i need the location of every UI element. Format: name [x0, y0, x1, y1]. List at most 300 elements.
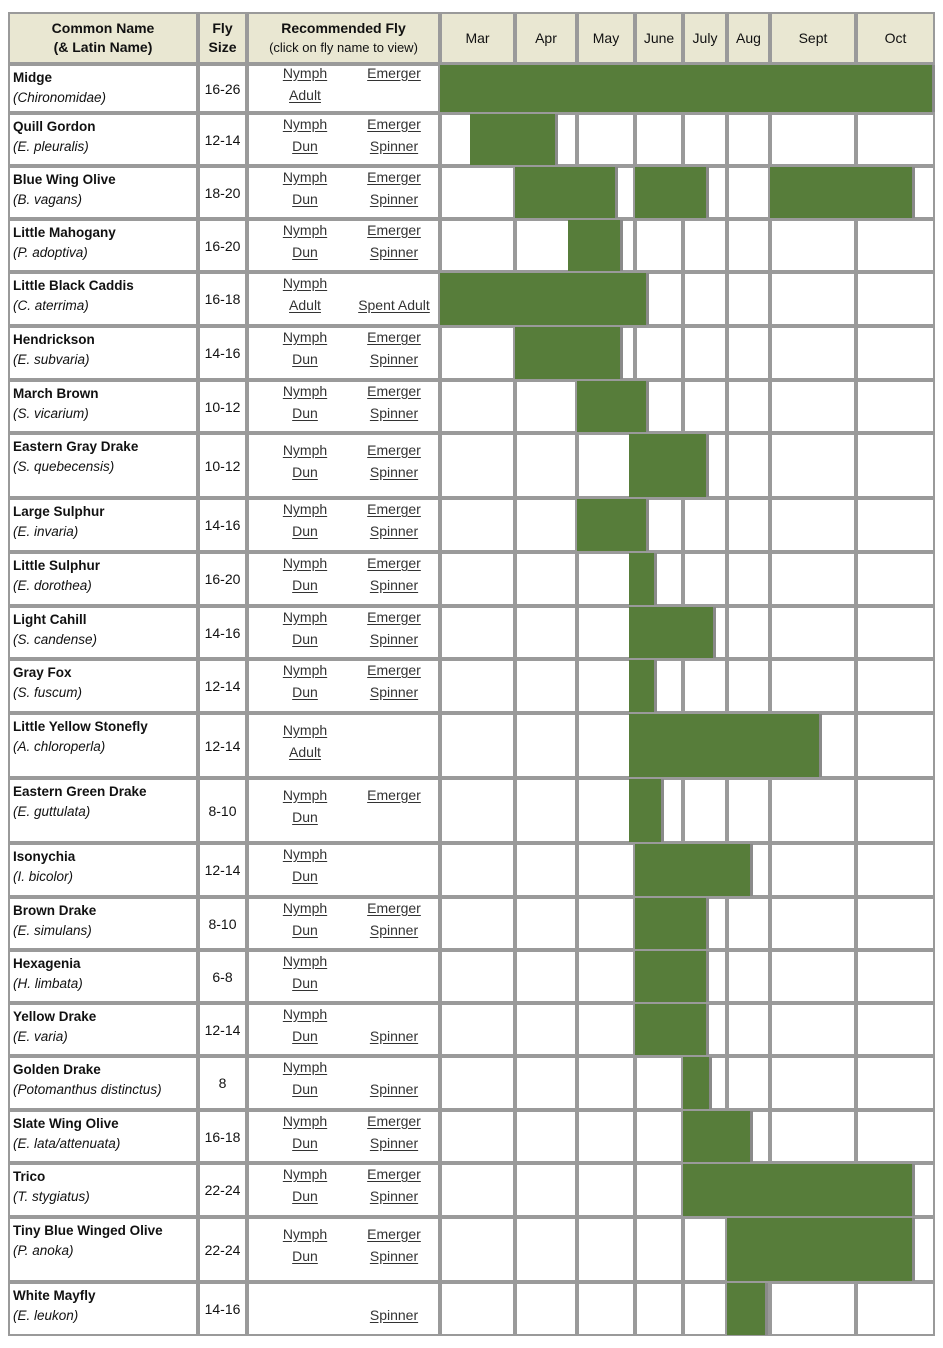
hatch-bar-blue-wing-olive	[515, 167, 618, 218]
fly-link-dun[interactable]: Dun	[292, 1081, 318, 1097]
fly-link-spinner[interactable]: Spinner	[369, 1307, 419, 1323]
fly-link-dun[interactable]: Dun	[292, 243, 318, 260]
fly-link-nymph[interactable]: Nymph	[282, 952, 328, 969]
month-grid-cell	[577, 1217, 635, 1282]
month-grid-cell	[515, 1110, 577, 1163]
fly-link-nymph[interactable]: Nymph	[282, 555, 328, 571]
month-grid-cell	[856, 498, 935, 552]
fly-link-dun[interactable]: Dun	[292, 463, 318, 480]
hatch-bar-brown-drake	[635, 898, 709, 949]
fly-link-spinner[interactable]: Spinner	[369, 577, 419, 593]
month-grid-cell	[770, 843, 856, 897]
fly-link-emerger[interactable]: Emerger	[367, 1112, 421, 1129]
insect-name-cell	[8, 659, 198, 713]
fly-link-emerger[interactable]: Emerger	[367, 168, 421, 185]
common-name: Tiny Blue Winged Olive	[13, 1223, 163, 1238]
fly-link-nymph[interactable]: Nymph	[282, 441, 328, 458]
month-grid-cell	[770, 1003, 856, 1056]
fly-link-dun[interactable]: Dun	[292, 1027, 318, 1044]
month-grid-cell	[683, 1282, 727, 1336]
fly-link-spinner[interactable]: Spinner	[369, 1027, 419, 1044]
month-grid-cell	[856, 272, 935, 326]
month-label: Sept	[798, 29, 828, 46]
common-name: Little Yellow Stonefly	[13, 719, 148, 734]
month-grid-cell	[577, 606, 635, 659]
fly-link-emerger[interactable]: Emerger	[367, 221, 421, 238]
fly-size-value: 22-24	[204, 1182, 241, 1198]
fly-link-adult[interactable]: Adult	[289, 743, 321, 760]
month-grid-cell	[577, 897, 635, 950]
fly-link-dun[interactable]: Dun	[292, 1134, 318, 1151]
fly-size-value: 14-16	[204, 1301, 241, 1317]
month-grid-cell	[635, 1217, 683, 1282]
month-grid-cell	[770, 606, 856, 659]
month-grid-cell	[770, 950, 856, 1003]
month-grid-cell	[515, 843, 577, 897]
fly-link-nymph[interactable]: Nymph	[282, 608, 328, 625]
month-grid-cell	[727, 326, 770, 380]
hatch-bar-tiny-blue-winged-olive	[727, 1218, 915, 1281]
insect-name-cell	[8, 1217, 198, 1282]
month-grid-cell	[683, 1217, 727, 1282]
month-label: July	[692, 29, 718, 46]
month-grid-cell	[770, 219, 856, 272]
fly-link-spinner[interactable]: Spinner	[369, 243, 419, 260]
fly-size-cell	[198, 1217, 247, 1282]
month-grid-cell	[856, 1003, 935, 1056]
insect-name-cell	[8, 778, 198, 843]
fly-link-nymph[interactable]: Nymph	[282, 275, 328, 291]
fly-link-dun[interactable]: Dun	[292, 1247, 318, 1264]
fly-size-cell	[198, 113, 247, 166]
hatch-bar-hendrickson	[515, 327, 623, 379]
fly-link-spinner[interactable]: Spinner	[369, 523, 419, 539]
month-grid-cell	[440, 326, 515, 380]
month-grid-cell	[577, 552, 635, 606]
month-grid-cell	[727, 498, 770, 552]
recommended-fly-cell	[247, 713, 440, 778]
month-grid-cell	[440, 897, 515, 950]
latin-name: (I. bicolor)	[13, 869, 74, 884]
fly-link-emerger[interactable]: Emerger	[367, 899, 421, 916]
month-grid-cell	[515, 1217, 577, 1282]
fly-link-dun[interactable]: Dun	[292, 974, 318, 991]
month-grid-cell	[577, 1282, 635, 1336]
month-grid-cell	[727, 606, 770, 659]
fly-link-nymph[interactable]: Nymph	[282, 382, 328, 399]
header-fly-size-line2: Size	[208, 39, 237, 55]
fly-link-spent-adult[interactable]: Spent Adult	[358, 297, 430, 313]
fly-link-dun[interactable]: Dun	[292, 921, 318, 938]
fly-link-spinner[interactable]: Spinner	[369, 137, 419, 154]
month-grid-cell	[727, 219, 770, 272]
fly-link-nymph[interactable]: Nymph	[282, 168, 328, 185]
month-grid-cell	[440, 659, 515, 713]
latin-name: (A. chloroperla)	[13, 739, 106, 754]
hatch-bar-quill-gordon	[470, 114, 558, 165]
latin-name: (P. adoptiva)	[13, 245, 88, 260]
fly-link-nymph[interactable]: Nymph	[282, 329, 328, 345]
hatch-bar-blue-wing-olive	[770, 167, 915, 218]
insect-name-cell	[8, 433, 198, 498]
insect-name-cell	[8, 166, 198, 219]
month-grid-cell	[727, 433, 770, 498]
fly-link-emerger[interactable]: Emerger	[367, 662, 421, 678]
month-grid-cell	[683, 219, 727, 272]
fly-link-emerger[interactable]: Emerger	[367, 1225, 421, 1242]
month-label: Mar	[465, 29, 490, 46]
latin-name: (E. pleuralis)	[13, 139, 89, 154]
fly-size-value: 12-14	[204, 862, 241, 878]
latin-name: (Potomanthus distinctus)	[13, 1082, 162, 1097]
latin-name: (Chironomidae)	[13, 90, 107, 105]
hatch-bar-eastern-green-drake	[629, 779, 664, 842]
insect-name-cell	[8, 1056, 198, 1110]
month-grid-cell	[515, 606, 577, 659]
fly-size-cell	[198, 219, 247, 272]
month-grid-cell	[440, 1217, 515, 1282]
insect-name-cell	[8, 552, 198, 606]
month-label: Oct	[884, 29, 907, 46]
fly-size-value: 22-24	[204, 1241, 241, 1258]
month-grid-cell	[635, 1282, 683, 1336]
common-name: Large Sulphur	[13, 504, 105, 519]
fly-size-cell	[198, 326, 247, 380]
header-common-name	[8, 12, 198, 64]
fly-link-adult[interactable]: Adult	[289, 297, 321, 313]
hatch-bar-blue-wing-olive	[635, 167, 709, 218]
common-name: Light Cahill	[13, 612, 87, 627]
insect-name-cell	[8, 113, 198, 166]
month-grid-cell	[770, 1282, 856, 1336]
month-grid-cell	[770, 272, 856, 326]
fly-link-nymph[interactable]: Nymph	[282, 64, 328, 81]
common-name: March Brown	[13, 386, 99, 401]
month-grid-cell	[683, 498, 727, 552]
fly-size-value: 16-20	[204, 571, 241, 587]
month-grid-cell	[577, 950, 635, 1003]
fly-link-nymph[interactable]: Nymph	[282, 786, 328, 803]
hatch-bar-yellow-drake	[635, 1004, 709, 1055]
fly-link-dun[interactable]: Dun	[292, 630, 318, 647]
header-recommended-line1: Recommended Fly	[281, 20, 406, 36]
hatch-bar-isonychia	[635, 844, 753, 896]
hatch-bar-gray-fox	[629, 660, 656, 712]
hatch-bar-little-mahogany	[568, 220, 624, 271]
month-grid-cell	[440, 166, 515, 219]
fly-link-dun[interactable]: Dun	[292, 404, 318, 421]
month-grid-cell	[856, 113, 935, 166]
latin-name: (E. leukon)	[13, 1308, 79, 1323]
header-common-name-line2: (& Latin Name)	[53, 39, 153, 55]
fly-link-emerger[interactable]: Emerger	[367, 115, 421, 132]
latin-name: (E. subvaria)	[13, 352, 90, 367]
header-recommended-fly	[247, 12, 440, 64]
month-grid-cell	[727, 950, 770, 1003]
month-grid-cell	[727, 897, 770, 950]
fly-link-dun[interactable]: Dun	[292, 808, 318, 825]
latin-name: (E. dorothea)	[13, 578, 92, 593]
month-grid-cell	[856, 1110, 935, 1163]
fly-link-spinner[interactable]: Spinner	[369, 1081, 419, 1097]
hatch-bar-little-black-caddis	[440, 273, 649, 325]
fly-link-dun[interactable]: Dun	[292, 868, 318, 884]
month-header-july	[683, 12, 727, 64]
month-grid-cell	[440, 498, 515, 552]
month-label: Aug	[736, 29, 761, 46]
month-grid-cell	[440, 1163, 515, 1217]
month-grid-cell	[856, 778, 935, 843]
month-grid-cell	[856, 659, 935, 713]
month-grid-cell	[727, 166, 770, 219]
fly-link-nymph[interactable]: Nymph	[282, 662, 328, 678]
fly-size-value: 8-10	[208, 802, 237, 819]
month-grid-cell	[440, 843, 515, 897]
fly-link-emerger[interactable]: Emerger	[367, 382, 421, 399]
latin-name: (E. guttulata)	[13, 804, 91, 819]
insect-name-cell	[8, 950, 198, 1003]
month-grid-cell	[635, 1163, 683, 1217]
insect-name-cell	[8, 1282, 198, 1336]
month-grid-cell	[635, 326, 683, 380]
month-grid-cell	[515, 552, 577, 606]
fly-size-cell	[198, 1282, 247, 1336]
hatch-bar-slate-wing-olive	[683, 1111, 753, 1162]
hatch-bar-little-yellow-stonefly	[629, 714, 821, 777]
insect-name-cell	[8, 272, 198, 326]
fly-link-spinner[interactable]: Spinner	[369, 351, 419, 367]
month-grid-cell	[440, 1003, 515, 1056]
common-name: Yellow Drake	[13, 1009, 97, 1024]
fly-size-cell	[198, 1003, 247, 1056]
month-header-sept	[770, 12, 856, 64]
fly-size-cell	[198, 1163, 247, 1217]
header-fly-size-line1: Fly	[212, 20, 233, 36]
common-name: Gray Fox	[13, 665, 72, 680]
fly-link-emerger[interactable]: Emerger	[367, 786, 421, 803]
fly-size-cell	[198, 713, 247, 778]
fly-link-spinner[interactable]: Spinner	[369, 1247, 419, 1264]
fly-link-nymph[interactable]: Nymph	[282, 1166, 328, 1182]
month-grid-cell	[515, 659, 577, 713]
month-grid-cell	[770, 778, 856, 843]
month-grid-cell	[440, 1056, 515, 1110]
fly-link-spinner[interactable]: Spinner	[369, 1188, 419, 1204]
fly-size-value: 12-14	[204, 131, 241, 148]
fly-size-value: 12-14	[204, 678, 241, 694]
month-grid-cell	[440, 380, 515, 433]
month-grid-cell	[515, 1056, 577, 1110]
common-name: Golden Drake	[13, 1062, 101, 1077]
fly-size-cell	[198, 166, 247, 219]
common-name: Isonychia	[13, 849, 76, 864]
fly-link-nymph[interactable]: Nymph	[282, 1225, 328, 1242]
month-grid-cell	[577, 113, 635, 166]
month-grid-cell	[856, 897, 935, 950]
fly-link-dun[interactable]: Dun	[292, 684, 318, 700]
fly-link-emerger[interactable]: Emerger	[367, 555, 421, 571]
common-name: Little Black Caddis	[13, 278, 134, 293]
month-grid-cell	[577, 843, 635, 897]
fly-link-nymph[interactable]: Nymph	[282, 899, 328, 916]
common-name: Blue Wing Olive	[13, 172, 116, 187]
month-grid-cell	[683, 113, 727, 166]
fly-link-dun[interactable]: Dun	[292, 1188, 318, 1204]
month-label: May	[592, 29, 620, 46]
hatch-bar-hexagenia	[635, 951, 709, 1002]
month-grid-cell	[635, 219, 683, 272]
month-grid-cell	[856, 326, 935, 380]
fly-link-spinner[interactable]: Spinner	[369, 921, 419, 938]
fly-link-nymph[interactable]: Nymph	[282, 1112, 328, 1129]
fly-size-value: 12-14	[204, 737, 241, 754]
fly-link-dun[interactable]: Dun	[292, 137, 318, 154]
month-grid-cell	[515, 1163, 577, 1217]
fly-link-spinner[interactable]: Spinner	[369, 463, 419, 480]
fly-link-nymph[interactable]: Nymph	[282, 846, 328, 862]
month-grid-cell	[440, 713, 515, 778]
latin-name: (S. vicarium)	[13, 406, 89, 421]
fly-size-cell	[198, 380, 247, 433]
fly-link-emerger[interactable]: Emerger	[367, 608, 421, 625]
common-name: Quill Gordon	[13, 119, 96, 134]
month-grid-cell	[635, 1056, 683, 1110]
month-grid-cell	[440, 1110, 515, 1163]
fly-size-value: 16-20	[204, 237, 241, 254]
month-grid-cell	[683, 778, 727, 843]
month-grid-cell	[515, 897, 577, 950]
insect-name-cell	[8, 1163, 198, 1217]
fly-size-cell	[198, 778, 247, 843]
fly-size-value: 14-16	[204, 624, 241, 641]
month-grid-cell	[635, 113, 683, 166]
fly-size-value: 10-12	[204, 398, 241, 415]
month-grid-cell	[577, 1003, 635, 1056]
fly-link-spinner[interactable]: Spinner	[369, 190, 419, 207]
fly-size-value: 10-12	[204, 457, 241, 474]
fly-link-dun[interactable]: Dun	[292, 190, 318, 207]
month-grid-cell	[856, 433, 935, 498]
fly-size-value: 8	[218, 1075, 227, 1091]
month-grid-cell	[770, 433, 856, 498]
month-grid-cell	[770, 1110, 856, 1163]
insect-name-cell	[8, 1003, 198, 1056]
month-grid-cell	[683, 552, 727, 606]
month-grid-cell	[856, 713, 935, 778]
hatch-bar-light-cahill	[629, 607, 716, 658]
month-header-oct	[856, 12, 935, 64]
fly-size-cell	[198, 552, 247, 606]
month-label: June	[643, 29, 675, 46]
common-name: Eastern Gray Drake	[13, 439, 139, 454]
fly-link-dun[interactable]: Dun	[292, 577, 318, 593]
common-name: Little Mahogany	[13, 225, 116, 240]
month-grid-cell	[515, 498, 577, 552]
insect-name-cell	[8, 219, 198, 272]
fly-size-cell	[198, 498, 247, 552]
month-grid-cell	[770, 326, 856, 380]
hatch-bar-march-brown	[577, 381, 649, 432]
fly-link-spinner[interactable]: Spinner	[369, 684, 419, 700]
month-grid-cell	[856, 219, 935, 272]
fly-link-nymph[interactable]: Nymph	[282, 1059, 328, 1075]
month-grid-cell	[577, 1163, 635, 1217]
fly-size-value: 16-26	[204, 80, 241, 97]
month-grid-cell	[770, 897, 856, 950]
header-fly-size	[198, 12, 247, 64]
month-header-aug	[727, 12, 770, 64]
fly-link-spinner[interactable]: Spinner	[369, 630, 419, 647]
insect-name-cell	[8, 843, 198, 897]
fly-link-spinner[interactable]: Spinner	[369, 1134, 419, 1151]
month-grid-cell	[683, 659, 727, 713]
fly-size-value: 16-18	[204, 1128, 241, 1145]
insect-name-cell	[8, 1110, 198, 1163]
fly-link-emerger[interactable]: Emerger	[367, 501, 421, 517]
latin-name: (B. vagans)	[13, 192, 83, 207]
month-grid-cell	[770, 659, 856, 713]
month-grid-cell	[440, 219, 515, 272]
fly-link-nymph[interactable]: Nymph	[282, 221, 328, 238]
recommended-fly-cell	[247, 843, 440, 897]
hatch-bar-golden-drake	[683, 1057, 712, 1109]
fly-link-adult[interactable]: Adult	[289, 86, 321, 103]
latin-name: (T. stygiatus)	[13, 1189, 90, 1204]
month-grid-cell	[440, 433, 515, 498]
fly-link-nymph[interactable]: Nymph	[282, 501, 328, 517]
month-grid-cell	[515, 713, 577, 778]
common-name: White Mayfly	[13, 1288, 96, 1303]
fly-size-value: 8-10	[208, 915, 237, 932]
latin-name: (E. invaria)	[13, 524, 79, 539]
hatch-bar-large-sulphur	[577, 499, 649, 551]
month-header-may	[577, 12, 635, 64]
month-grid-cell	[727, 1056, 770, 1110]
fly-link-spinner[interactable]: Spinner	[369, 404, 419, 421]
month-grid-cell	[577, 778, 635, 843]
month-grid-cell	[856, 380, 935, 433]
fly-size-cell	[198, 606, 247, 659]
month-grid-cell	[727, 659, 770, 713]
latin-name: (C. aterrima)	[13, 298, 89, 313]
fly-link-dun[interactable]: Dun	[292, 351, 318, 367]
month-grid-cell	[856, 1056, 935, 1110]
common-name: Hendrickson	[13, 332, 95, 347]
fly-link-emerger[interactable]: Emerger	[367, 441, 421, 458]
month-grid-cell	[515, 433, 577, 498]
month-grid-cell	[515, 1282, 577, 1336]
common-name: Hexagenia	[13, 956, 81, 971]
hatch-bar-midge	[440, 65, 935, 112]
fly-link-emerger[interactable]: Emerger	[367, 64, 421, 81]
insect-name-cell	[8, 64, 198, 113]
common-name: Slate Wing Olive	[13, 1116, 119, 1131]
fly-size-value: 14-16	[204, 345, 241, 361]
month-grid-cell	[440, 778, 515, 843]
fly-link-nymph[interactable]: Nymph	[282, 1005, 328, 1022]
common-name: Little Sulphur	[13, 558, 100, 573]
fly-link-emerger[interactable]: Emerger	[367, 329, 421, 345]
fly-link-nymph[interactable]: Nymph	[282, 115, 328, 132]
latin-name: (H. limbata)	[13, 976, 83, 991]
latin-name: (E. simulans)	[13, 923, 92, 938]
fly-link-emerger[interactable]: Emerger	[367, 1166, 421, 1182]
latin-name: (S. quebecensis)	[13, 459, 115, 474]
fly-link-dun[interactable]: Dun	[292, 523, 318, 539]
fly-size-cell	[198, 1056, 247, 1110]
month-header-june	[635, 12, 683, 64]
fly-link-nymph[interactable]: Nymph	[282, 721, 328, 738]
